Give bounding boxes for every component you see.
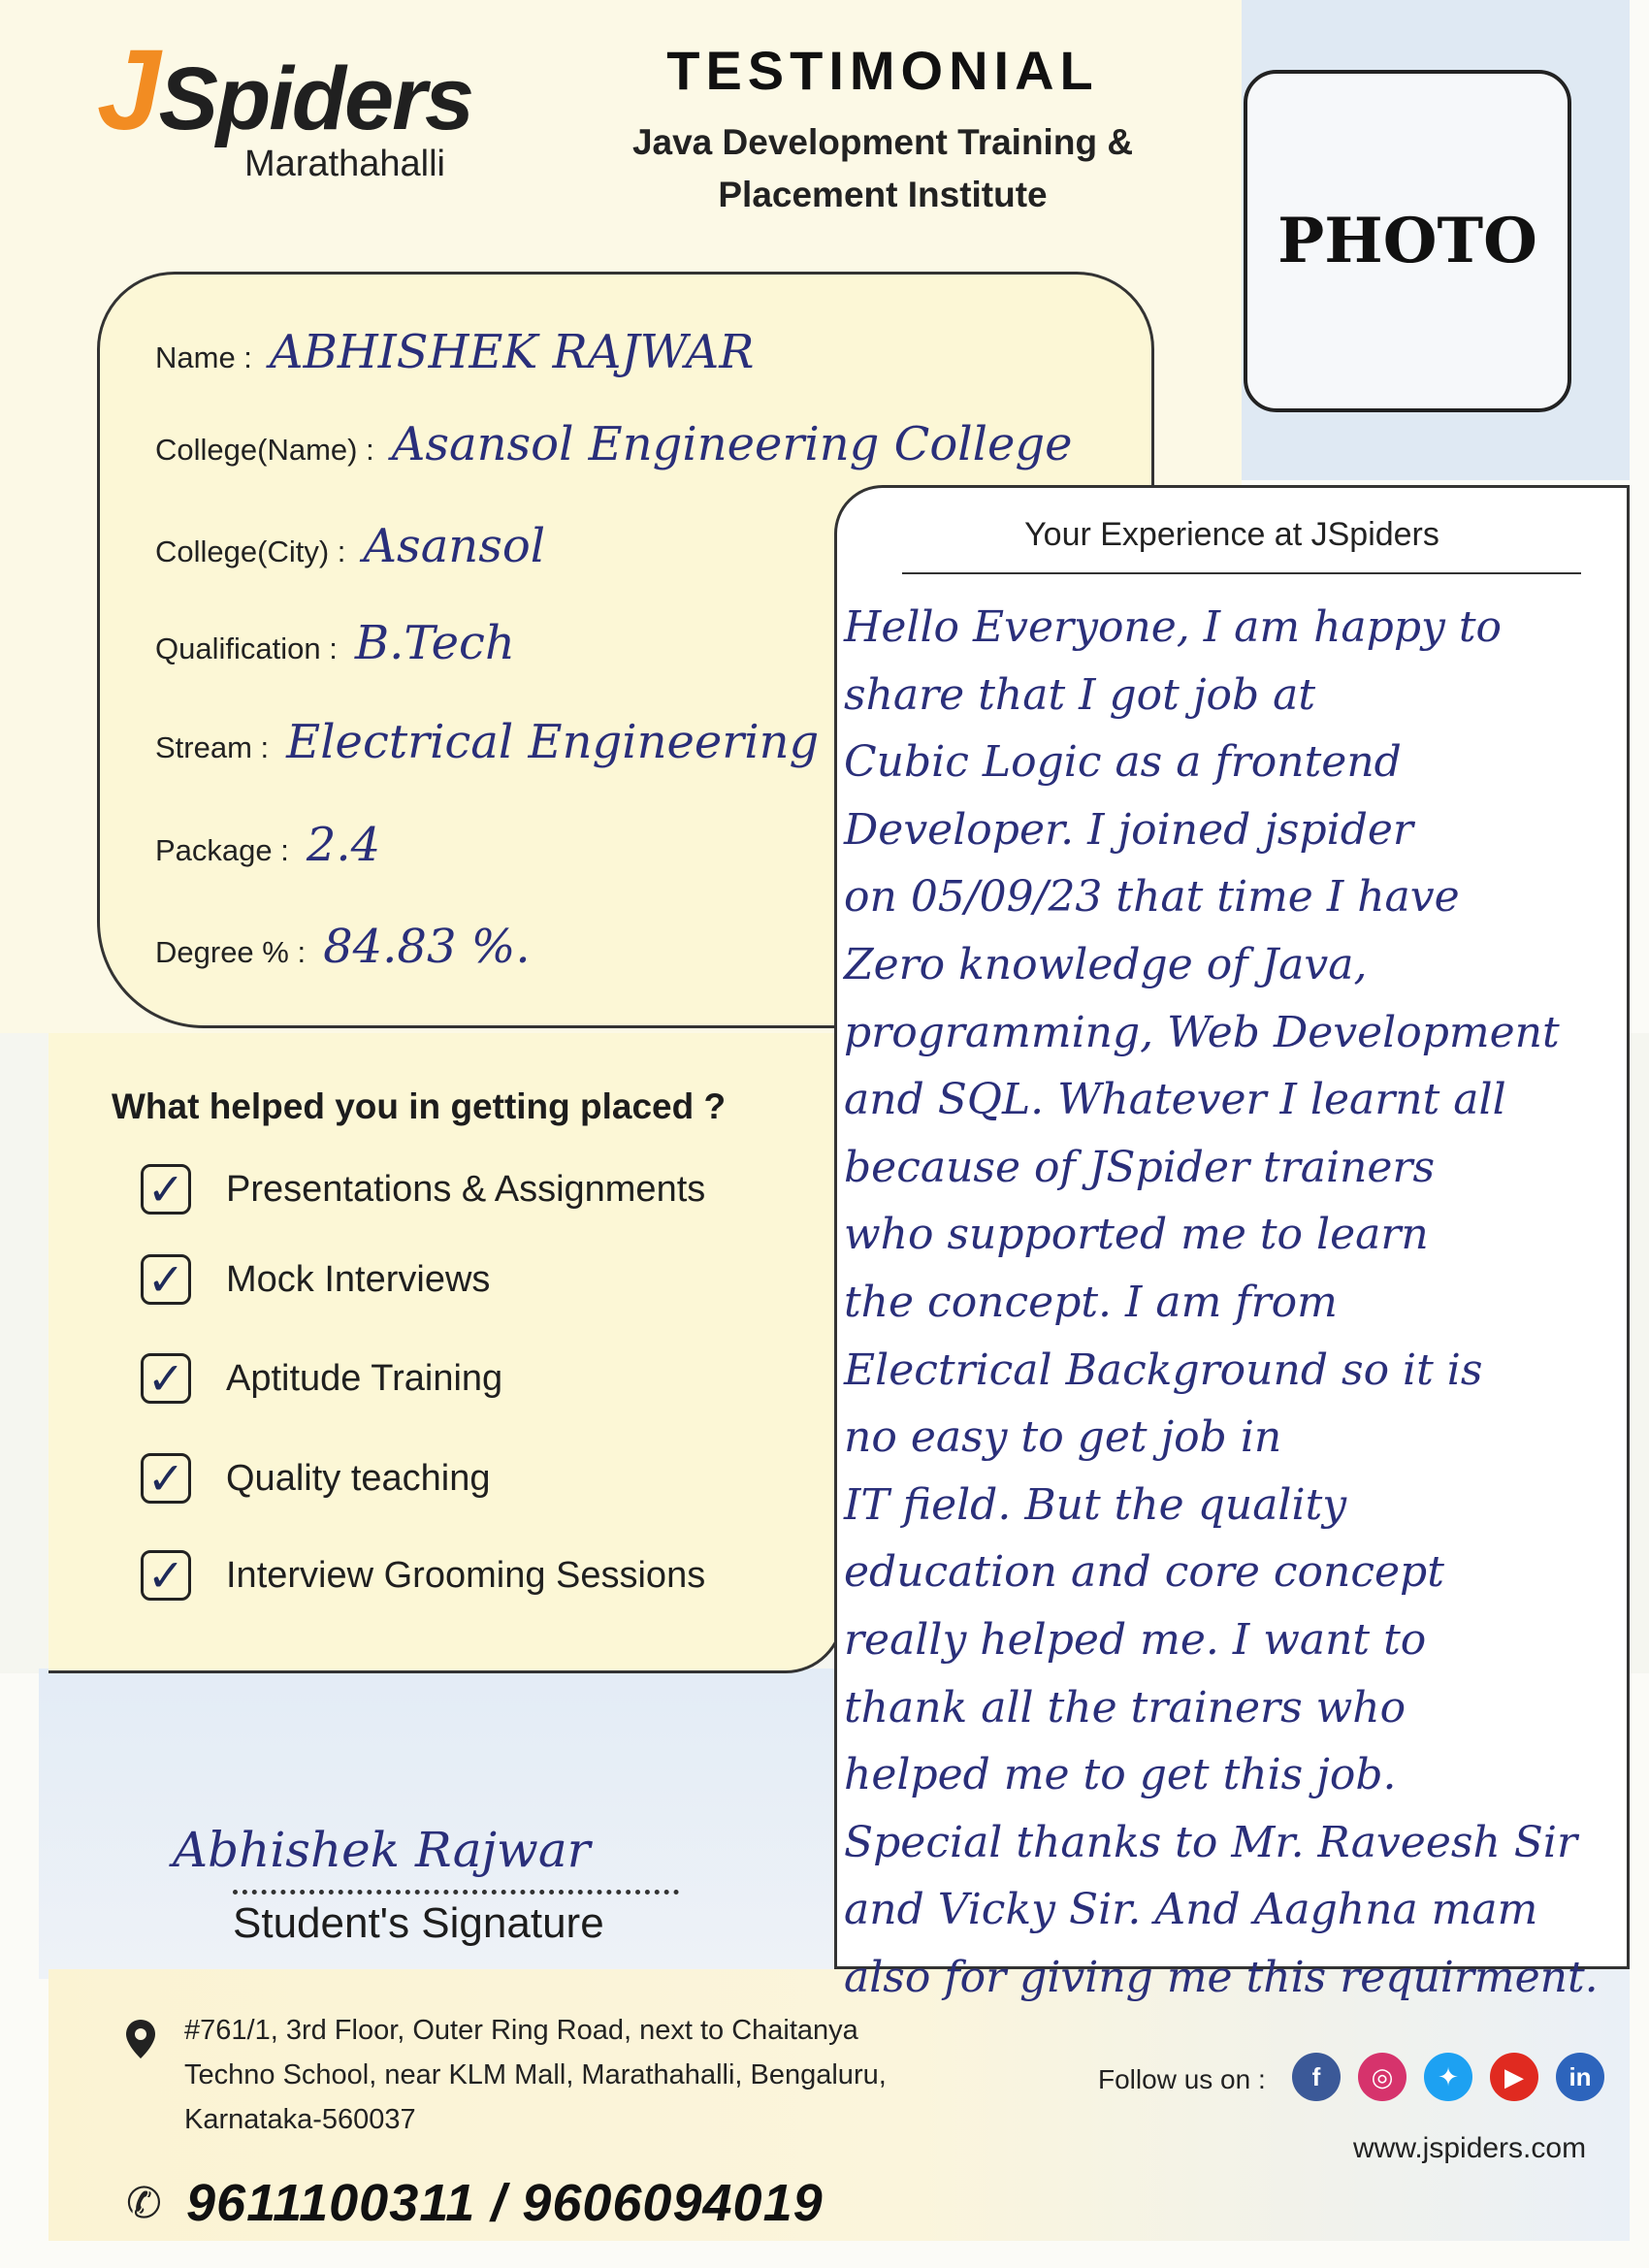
experience-title: Your Experience at JSpiders	[1024, 516, 1439, 553]
placement-help-title: What helped you in getting placed ?	[112, 1086, 727, 1126]
checklist-item-label: Mock Interviews	[226, 1258, 491, 1300]
checkbox-icon: ✓	[141, 1453, 191, 1504]
experience-text	[844, 594, 1620, 2011]
package-value: 2.4	[306, 818, 381, 872]
experience-line: Hello Everyone, I am happy to	[844, 602, 1503, 652]
experience-line: programming, Web Development	[844, 1007, 1560, 1057]
checklist-item	[141, 1353, 502, 1404]
name-value: ABHISHEK RAJWAR	[269, 325, 755, 379]
qualification-field	[155, 616, 515, 670]
experience-divider	[902, 572, 1581, 574]
experience-line: really helped me. I want to	[844, 1614, 1427, 1665]
checkbox-icon: ✓	[141, 1254, 191, 1305]
signature-label: Student's Signature	[233, 1899, 604, 1947]
location-pin-icon	[124, 2018, 157, 2060]
degree-field	[155, 920, 531, 974]
website-link[interactable]: www.jspiders.com	[1353, 2132, 1587, 2164]
experience-line: also for giving me this requirment.	[844, 1952, 1599, 2002]
experience-line: education and core concept	[844, 1547, 1444, 1598]
experience-line: Zero knowledge of Java,	[844, 939, 1368, 989]
page-subtitle: Java Development Training & Placement Institute	[631, 122, 1134, 214]
experience-line: and SQL. Whatever I learnt all	[844, 1075, 1506, 1125]
checkbox-icon: ✓	[141, 1550, 191, 1601]
checkbox-icon: ✓	[141, 1353, 191, 1404]
checklist-item-label: Quality teaching	[226, 1457, 491, 1499]
page-title: TESTIMONIAL	[666, 40, 1099, 101]
student-signature: Abhishek Rajwar	[173, 1822, 591, 1878]
college-name-field	[155, 417, 1073, 471]
checklist-item	[141, 1254, 490, 1305]
photo-label: PHOTO	[1277, 205, 1537, 277]
degree-label: Degree % :	[155, 935, 307, 969]
experience-line: share that I got job at	[844, 669, 1316, 720]
name-label: Name :	[155, 340, 252, 374]
experience-line: the concept. I am from	[844, 1277, 1338, 1327]
checklist-item-label: Aptitude Training	[226, 1357, 503, 1399]
experience-line: because of JSpider trainers	[844, 1142, 1436, 1192]
package-field	[155, 818, 380, 872]
signature-line	[233, 1890, 679, 1895]
twitter-icon[interactable]: ✦	[1424, 2053, 1472, 2101]
college-city-value: Asansol	[363, 519, 546, 573]
experience-line: IT field. But the quality	[844, 1479, 1347, 1530]
phone-icon: ✆	[126, 2180, 162, 2227]
qualification-value: B.Tech	[354, 616, 515, 670]
checklist-item	[141, 1550, 705, 1601]
checkbox-icon: ✓	[141, 1164, 191, 1215]
experience-line: Electrical Background so it is	[844, 1345, 1483, 1395]
experience-line: Developer. I joined jspider	[844, 804, 1413, 855]
experience-line: and Vicky Sir. And Aaghna mam	[844, 1885, 1538, 1935]
qualification-label: Qualification :	[155, 632, 338, 665]
stream-label: Stream :	[155, 730, 270, 764]
phone-numbers: 9611100311 / 9606094019	[186, 2174, 824, 2232]
degree-value: 84.83 %.	[323, 920, 531, 974]
checklist-item-label: Interview Grooming Sessions	[226, 1554, 706, 1596]
experience-line: helped me to get this job.	[844, 1750, 1397, 1800]
college-city-label: College(City) :	[155, 535, 346, 568]
stream-field	[155, 715, 819, 769]
brand-logo: JSpiders	[97, 26, 473, 154]
facebook-icon[interactable]: f	[1292, 2053, 1341, 2101]
youtube-icon[interactable]: ▶	[1490, 2053, 1538, 2101]
name-field	[155, 325, 754, 379]
experience-line: Special thanks to Mr. Raveesh Sir	[844, 1817, 1578, 1867]
college-city-field	[155, 519, 545, 573]
college-name-value: Asansol Engineering College	[391, 417, 1073, 471]
experience-line: Cubic Logic as a frontend	[844, 737, 1402, 788]
college-name-label: College(Name) :	[155, 433, 374, 467]
address: #761/1, 3rd Floor, Outer Ring Road, next to Chaitanya Techno School, near KLM Mall, Marathahalli, Bengaluru, Karnataka-560037	[184, 2015, 887, 2135]
linkedin-icon[interactable]: in	[1556, 2053, 1604, 2101]
experience-line: no easy to get job in	[844, 1412, 1282, 1463]
checklist-item-label: Presentations & Assignments	[226, 1168, 706, 1210]
experience-line: thank all the trainers who	[844, 1682, 1406, 1733]
checklist-item	[141, 1453, 491, 1504]
experience-line: who supported me to learn	[844, 1210, 1429, 1260]
follow-label: Follow us on :	[1098, 2064, 1266, 2094]
checklist-item	[141, 1164, 705, 1215]
instagram-icon[interactable]: ◎	[1358, 2053, 1406, 2101]
experience-line: on 05/09/23 that time I have	[844, 872, 1460, 923]
package-label: Package :	[155, 833, 289, 867]
stream-value: Electrical Engineering	[286, 715, 820, 769]
brand-branch: Marathahalli	[244, 144, 445, 184]
photo-placeholder	[1244, 70, 1571, 412]
